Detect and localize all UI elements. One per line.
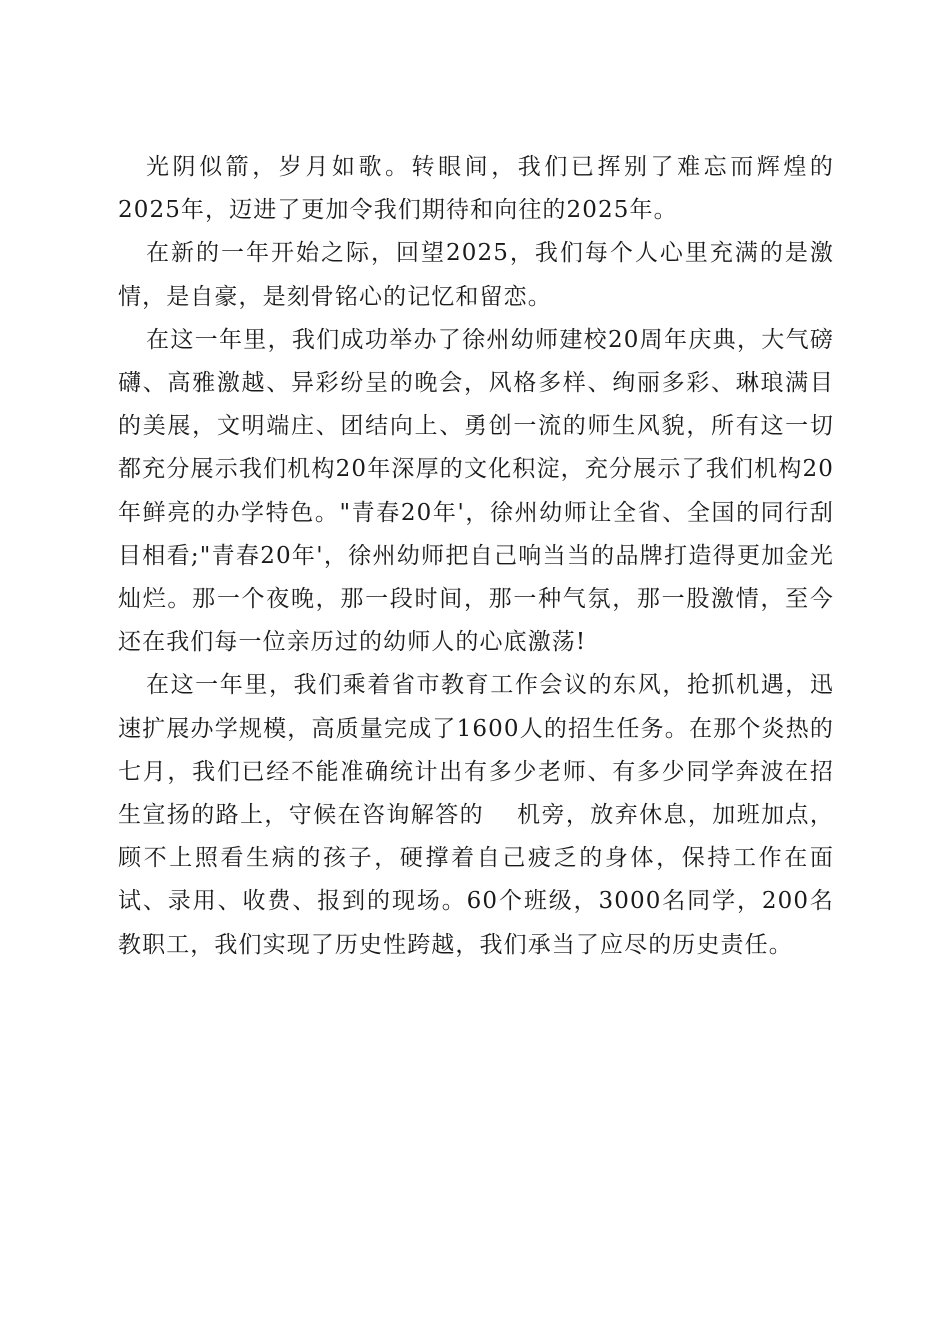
paragraph-enrollment: 在这一年里，我们乘着省市教育工作会议的东风，抢抓机遇，迅速扩展办学规模，高质量完成了1600人的招生任务。在那个炎热的七月，我们已经不能准确统计出有多少老师、有多少同学奔波在招生宣扬的路上，守候在咨询解答的 机旁，放弃休息，加班加点，顾不上照看生病的孩子，硬撑着自己疲乏的身体，保持工作在面试、录用、收费、报到的现场。60个班级，3000名同学，200名教职工，我们实现了历史性跨越，我们承当了应尽的历史责任。 [118,672,834,958]
paragraph-reflection: 在新的一年开始之际，回望2025，我们每个人心里充满的是激情，是自豪，是刻骨铭心的记忆和留恋。 [118,240,834,310]
document-body [118,146,834,967]
paragraph-intro: 光阴似箭，岁月如歌。转眼间，我们已挥别了难忘而辉煌的2025年，迈进了更加令我们期待和向往的2025年。 [118,154,834,224]
paragraph-anniversary: 在这一年里，我们成功举办了徐州幼师建校20周年庆典，大气磅礴、高雅激越、异彩纷呈的晚会，风格多样、绚丽多彩、琳琅满目的美展，文明端庄、团结向上、勇创一流的师生风貌，所有这一切都充分展示我们机构20年深厚的文化积淀，充分展示了我们机构20年鲜亮的办学特色。"青春20年'，徐州幼师让全省、全国的同行刮目相看;"青春20年'，徐州幼师把自己响当当的品牌打造得更加金光灿烂。那一个夜晚，那一段时间，那一种气氛，那一股激情，至今还在我们每一位亲历过的幼师人的心底激荡! [118,326,834,656]
